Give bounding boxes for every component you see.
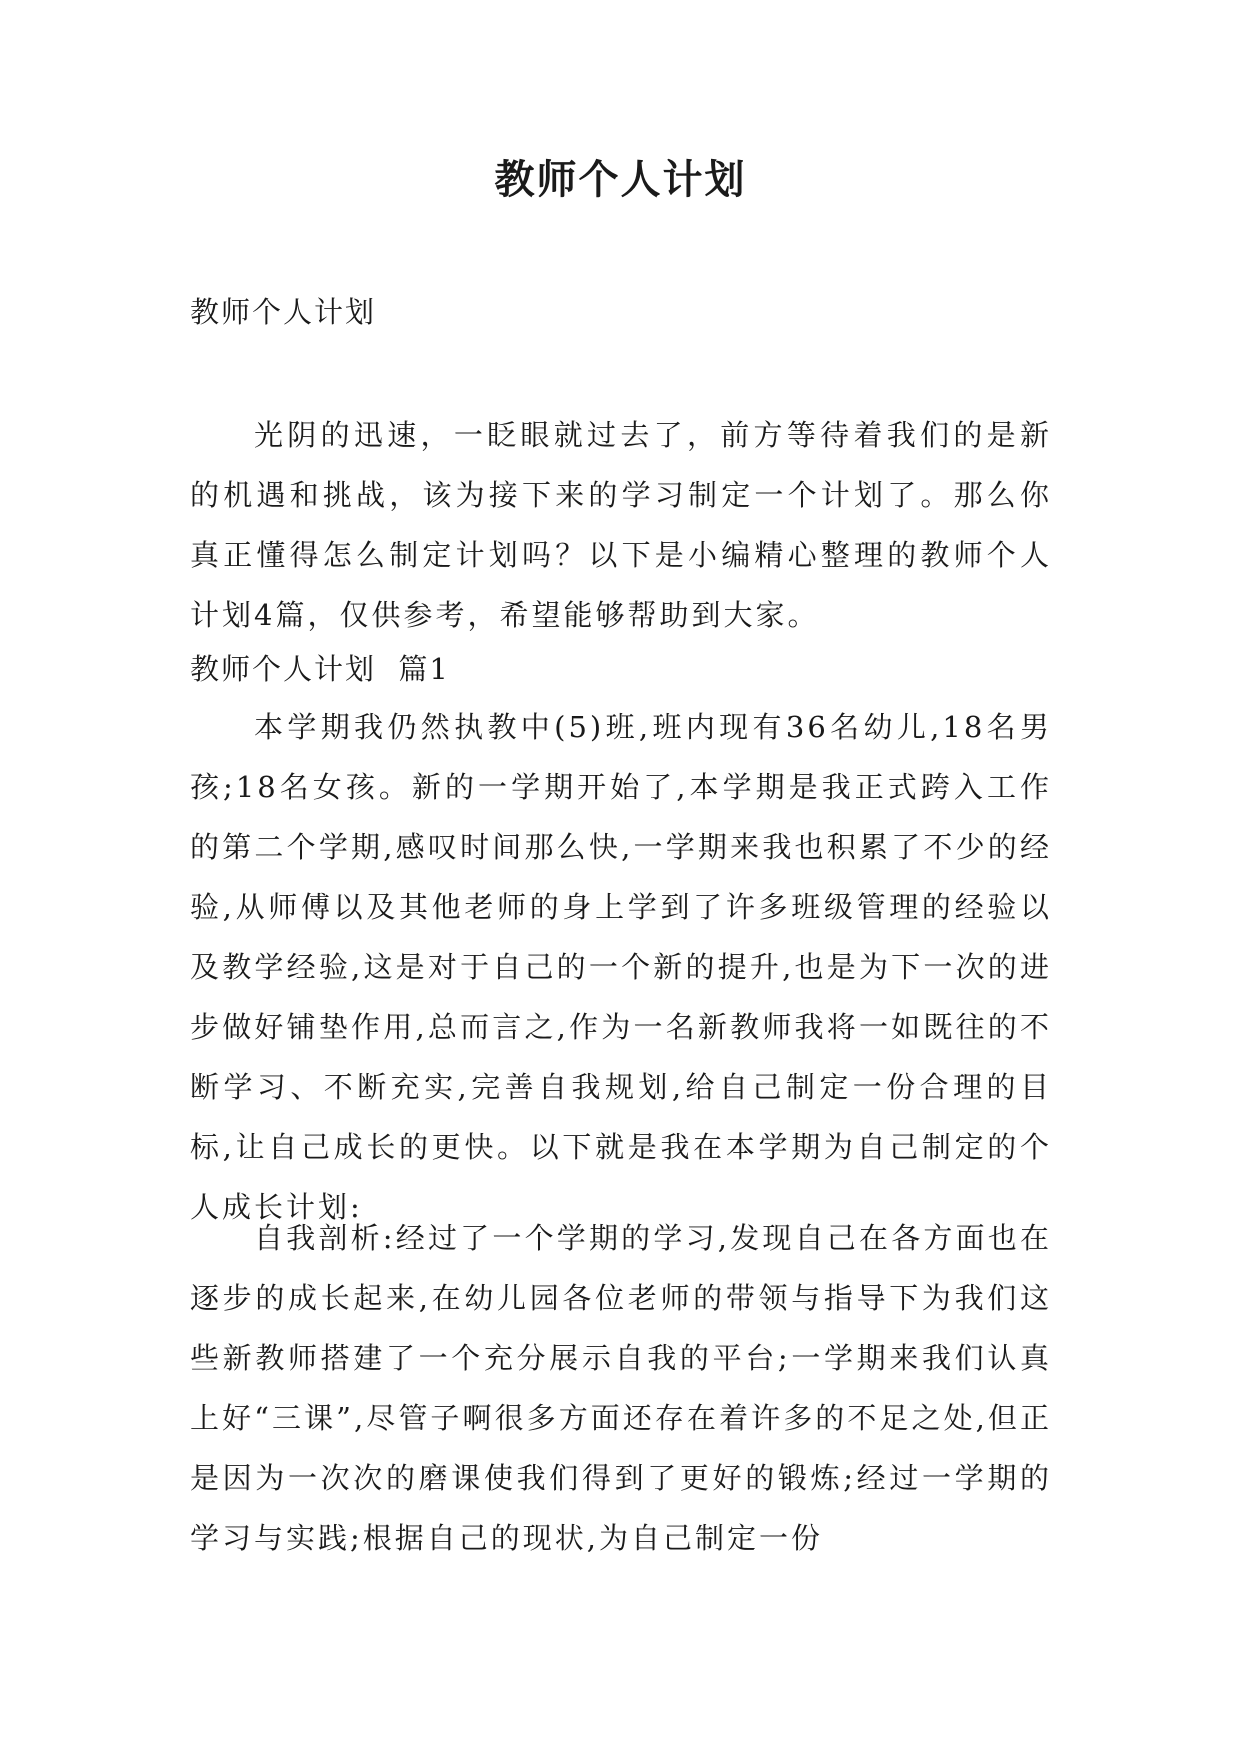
intro-paragraph: 光阴的迅速，一眨眼就过去了，前方等待着我们的是新的机遇和挑战，该为接下来的学习制定一个计划了。那么你真正懂得怎么制定计划吗？以下是小编精心整理的教师个人计划4篇，仅供参考，希望能够帮助到大家。 [190,418,1052,632]
body-paragraph-2: 自我剖析:经过了一个学期的学习,发现自己在各方面也在逐步的成长起来,在幼儿园各位老师的带领与指导下为我们这些新教师搭建了一个充分展示自我的平台;一学期来我们认真上好“三课”,尽管子啊很多方面还存在着许多的不足之处,但正是因为一次次的磨课使我们得到了更好的锻炼;经过一学期的学习与实践;根据自己的现状,为自己制定一份 [190,1221,1052,1555]
section-heading: 教师个人计划 篇1 [190,652,450,686]
document-subtitle: 教师个人计划 [190,295,377,329]
body-paragraph-1: 本学期我仍然执教中(5)班,班内现有36名幼儿,18名男孩;18名女孩。新的一学期开始了,本学期是我正式跨入工作的第二个学期,感叹时间那么快,一学期来我也积累了不少的经验,从师傅以及其他老师的身上学到了许多班级管理的经验以及教学经验,这是对于自己的一个新的提升,也是为下一次的进步做好铺垫作用,总而言之,作为一名新教师我将一如既往的不断学习、不断充实,完善自我规划,给自己制定一份合理的目标,让自己成长的更快。以下就是我在本学期为自己制定的个人成长计划: [190,710,1052,1224]
document-title: 教师个人计划 [494,157,747,203]
